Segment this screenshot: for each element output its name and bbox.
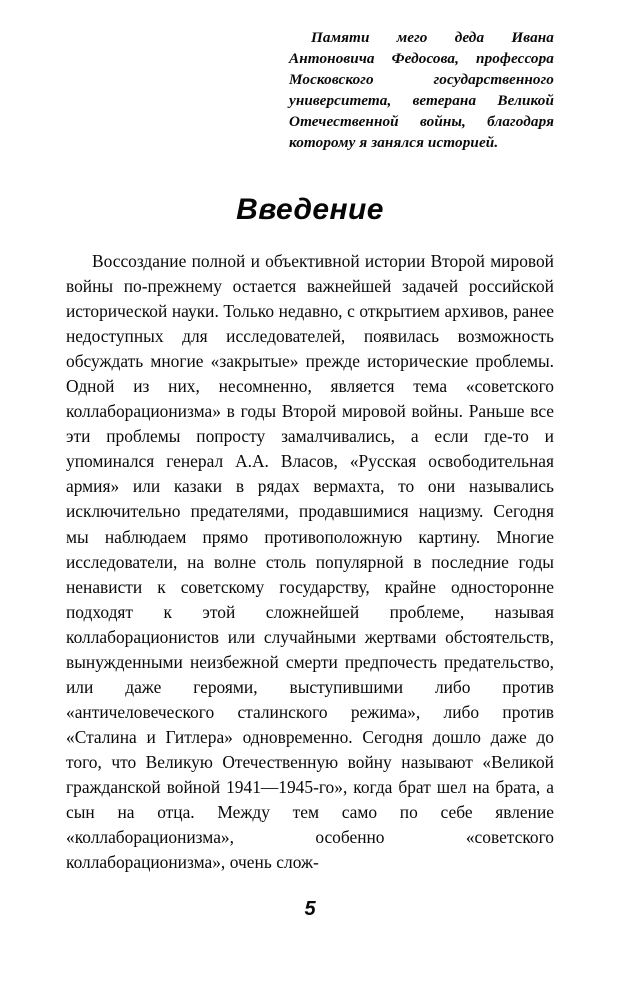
page-number: 5: [304, 898, 316, 920]
page-title: Введение: [236, 193, 384, 226]
body-paragraph: Воссоздание полной и объективной истории Второй мировой войны по-прежнему остается важнейшей задачей российской исторической науки. Только недавно, с открытием архивов, ранее недоступных для исследователей, появилась возможность обсуждать многие «закрытые» прежде исторические проблемы. Одной из них, несомненно, является тема «советского коллаборационизма» в годы Второй мировой войны. Раньше все эти проблемы попросту замалчивались, а если где-то и упоминался генерал А.А. Власов, «Русская освободительная армия» или казаки в рядах вермахта, то они назывались исключительно предателями, продавшимися нацизму. Сегодня мы наблюдаем прямо противоположную картину. Многие исследователи, на волне столь популярной в последние годы ненависти к советскому государству, крайне односторонне подходят к этой сложнейшей проблеме, называя коллаборационистов или случайными жертвами обстоятельств, вынужденными неизбежной смерти предпочесть предательство, или даже героями, выступившими либо против «античеловеческого сталинского режима», либо против «Сталина и Гитлера» одновременно. Сегодня дошло даже до того, что Великую Отечественную войну называют «Великой гражданской войной 1941—1945-го», когда брат шел на брата, а сын на отца. Между тем само по себе явление «коллаборационизма», особенно «советского коллаборационизма», очень слож-: [66, 251, 554, 873]
dedication-block: Памяти мего деда Ивана Антоновича Федосова, профессора Московского государственного университета, ветерана Великой Отечественной войны, благодаря которому я занялся историей.: [289, 29, 554, 151]
